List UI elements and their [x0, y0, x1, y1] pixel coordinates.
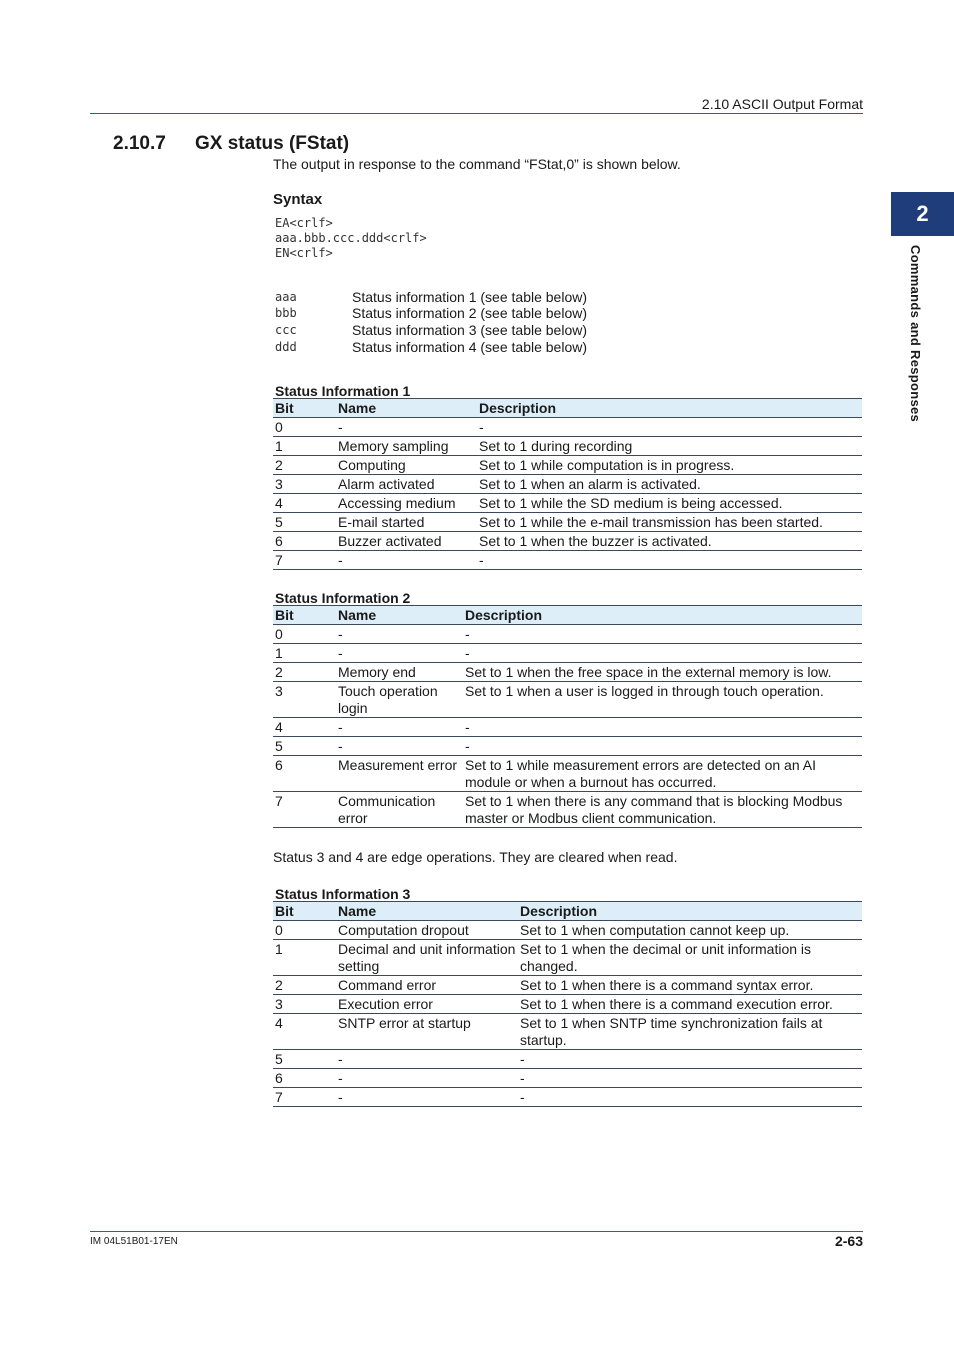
cell-bit: 5 — [273, 1050, 336, 1069]
cell-name: Computing — [336, 456, 477, 475]
cell-name: Accessing medium — [336, 494, 477, 513]
field-code: aaa — [275, 290, 297, 304]
cell-name: - — [336, 644, 463, 663]
cell-bit: 5 — [273, 513, 336, 532]
cell-bit: 2 — [273, 456, 336, 475]
cell-name: Memory end — [336, 663, 463, 682]
cell-bit: 0 — [273, 418, 336, 437]
column-header-bit: Bit — [273, 399, 336, 418]
field-row — [275, 305, 675, 322]
status-table-2 — [273, 605, 862, 828]
table-row — [273, 513, 862, 532]
table-body — [273, 418, 862, 570]
table-row — [273, 475, 862, 494]
status-table-1 — [273, 398, 862, 570]
table-row — [273, 625, 862, 644]
cell-description: - — [477, 551, 862, 570]
field-code: ddd — [275, 340, 297, 354]
field-code: bbb — [275, 306, 297, 320]
page-number: 2-63 — [834, 1233, 863, 1249]
table-row — [273, 663, 862, 682]
cell-name: - — [336, 418, 477, 437]
column-header-description: Description — [477, 399, 862, 418]
field-description: Status information 1 (see table below) — [352, 289, 588, 305]
column-header-bit: Bit — [273, 606, 336, 625]
table-header-row — [273, 902, 862, 921]
cell-bit: 1 — [273, 644, 336, 663]
syntax-line: aaa.bbb.ccc.ddd<crlf> — [275, 231, 427, 245]
field-description: Status information 3 (see table below) — [352, 322, 588, 338]
cell-description: - — [463, 644, 862, 663]
cell-description: - — [477, 418, 862, 437]
table-row — [273, 756, 862, 792]
section-heading — [113, 133, 349, 155]
table-row — [273, 418, 862, 437]
column-header-description: Description — [518, 902, 862, 921]
cell-name: Command error — [336, 976, 518, 995]
cell-name: - — [336, 1069, 518, 1088]
syntax-heading: Syntax — [273, 191, 323, 208]
cell-description: Set to 1 while the e-mail transmission has been started. — [477, 513, 862, 532]
table-row — [273, 718, 862, 737]
cell-description: - — [463, 718, 862, 737]
cell-bit: 4 — [273, 494, 336, 513]
cell-bit: 4 — [273, 718, 336, 737]
status-table-3 — [273, 901, 862, 1107]
field-row — [275, 322, 675, 339]
cell-description: Set to 1 when there is any command that is blocking Modbus master or Modbus client communication. — [463, 792, 862, 828]
table-row — [273, 921, 862, 940]
cell-name: Computation dropout — [336, 921, 518, 940]
column-header-name: Name — [336, 606, 463, 625]
cell-bit: 3 — [273, 995, 336, 1014]
cell-description: Set to 1 while the SD medium is being accessed. — [477, 494, 862, 513]
cell-bit: 1 — [273, 940, 336, 976]
table-row — [273, 976, 862, 995]
cell-description: - — [463, 737, 862, 756]
table-row — [273, 1050, 862, 1069]
cell-name: Memory sampling — [336, 437, 477, 456]
table-row — [273, 456, 862, 475]
cell-name: Communication error — [336, 792, 463, 828]
cell-name: - — [336, 625, 463, 644]
column-header-description: Description — [463, 606, 862, 625]
table-body — [273, 921, 862, 1107]
cell-description: Set to 1 when the buzzer is activated. — [477, 532, 862, 551]
table-row — [273, 437, 862, 456]
table-row — [273, 1069, 862, 1088]
cell-bit: 0 — [273, 625, 336, 644]
document-id: IM 04L51B01-17EN — [90, 1236, 178, 1247]
cell-bit: 4 — [273, 1014, 336, 1050]
cell-bit: 2 — [273, 663, 336, 682]
cell-name: Touch operation login — [336, 682, 463, 718]
cell-name: Measurement error — [336, 756, 463, 792]
header-rule — [90, 113, 863, 114]
cell-description: - — [463, 625, 862, 644]
table-row — [273, 551, 862, 570]
table-row — [273, 792, 862, 828]
table-row — [273, 494, 862, 513]
cell-bit: 3 — [273, 682, 336, 718]
table3-caption: Status Information 3 — [275, 886, 411, 902]
cell-description: Set to 1 when a user is logged in through touch operation. — [463, 682, 862, 718]
cell-bit: 6 — [273, 756, 336, 792]
cell-bit: 6 — [273, 532, 336, 551]
cell-description: Set to 1 when computation cannot keep up. — [518, 921, 862, 940]
cell-description: Set to 1 while measurement errors are detected on an AI module or when a burnout has occurred. — [463, 756, 862, 792]
cell-description: Set to 1 when there is a command syntax error. — [518, 976, 862, 995]
footer-rule — [90, 1231, 863, 1232]
cell-description: Set to 1 when the free space in the external memory is low. — [463, 663, 862, 682]
table-row — [273, 940, 862, 976]
table-row — [273, 995, 862, 1014]
cell-name: - — [336, 1088, 518, 1107]
field-description: Status information 4 (see table below) — [352, 339, 588, 355]
cell-bit: 1 — [273, 437, 336, 456]
cell-name: SNTP error at startup — [336, 1014, 518, 1050]
cell-description: Set to 1 when there is a command execution error. — [518, 995, 862, 1014]
field-row — [275, 339, 675, 356]
cell-description: Set to 1 when the decimal or unit information is changed. — [518, 940, 862, 976]
cell-description: Set to 1 during recording — [477, 437, 862, 456]
intro-text: The output in response to the command “FStat,0” is shown below. — [273, 156, 681, 172]
cell-description: - — [518, 1088, 862, 1107]
cell-bit: 7 — [273, 551, 336, 570]
table-header-row — [273, 606, 862, 625]
table-row — [273, 644, 862, 663]
cell-name: - — [336, 551, 477, 570]
field-description: Status information 2 (see table below) — [352, 305, 588, 321]
cell-bit: 6 — [273, 1069, 336, 1088]
table-header-row — [273, 399, 862, 418]
column-header-bit: Bit — [273, 902, 336, 921]
cell-name: - — [336, 737, 463, 756]
cell-name: Buzzer activated — [336, 532, 477, 551]
section-title: GX status (FStat) — [195, 133, 350, 154]
cell-description: Set to 1 when an alarm is activated. — [477, 475, 862, 494]
cell-name: Decimal and unit information setting — [336, 940, 518, 976]
edge-operations-note: Status 3 and 4 are edge operations. They are cleared when read. — [273, 849, 678, 865]
cell-description: Set to 1 while computation is in progress. — [477, 456, 862, 475]
table-row — [273, 1014, 862, 1050]
chapter-label: Commands and Responses — [908, 245, 923, 423]
cell-bit: 2 — [273, 976, 336, 995]
section-number: 2.10.7 — [113, 133, 166, 154]
table2-caption: Status Information 2 — [275, 590, 411, 606]
cell-bit: 7 — [273, 792, 336, 828]
table1-caption: Status Information 1 — [275, 383, 411, 399]
table-row — [273, 737, 862, 756]
column-header-name: Name — [336, 399, 477, 418]
cell-bit: 3 — [273, 475, 336, 494]
cell-name: Alarm activated — [336, 475, 477, 494]
syntax-line: EA<crlf> — [275, 216, 333, 230]
cell-name: - — [336, 718, 463, 737]
chapter-tab: 2 — [891, 192, 954, 236]
table-row — [273, 532, 862, 551]
cell-description: Set to 1 when SNTP time synchronization fails at startup. — [518, 1014, 862, 1050]
table-row — [273, 682, 862, 718]
cell-name: Execution error — [336, 995, 518, 1014]
cell-description: - — [518, 1050, 862, 1069]
cell-bit: 5 — [273, 737, 336, 756]
cell-bit: 0 — [273, 921, 336, 940]
syntax-line: EN<crlf> — [275, 246, 333, 260]
column-header-name: Name — [336, 902, 518, 921]
table-body — [273, 625, 862, 828]
cell-description: - — [518, 1069, 862, 1088]
cell-name: - — [336, 1050, 518, 1069]
field-row — [275, 289, 675, 306]
field-code: ccc — [275, 323, 297, 337]
table-row — [273, 1088, 862, 1107]
running-header: 2.10 ASCII Output Format — [701, 96, 863, 112]
cell-name: E-mail started — [336, 513, 477, 532]
cell-bit: 7 — [273, 1088, 336, 1107]
